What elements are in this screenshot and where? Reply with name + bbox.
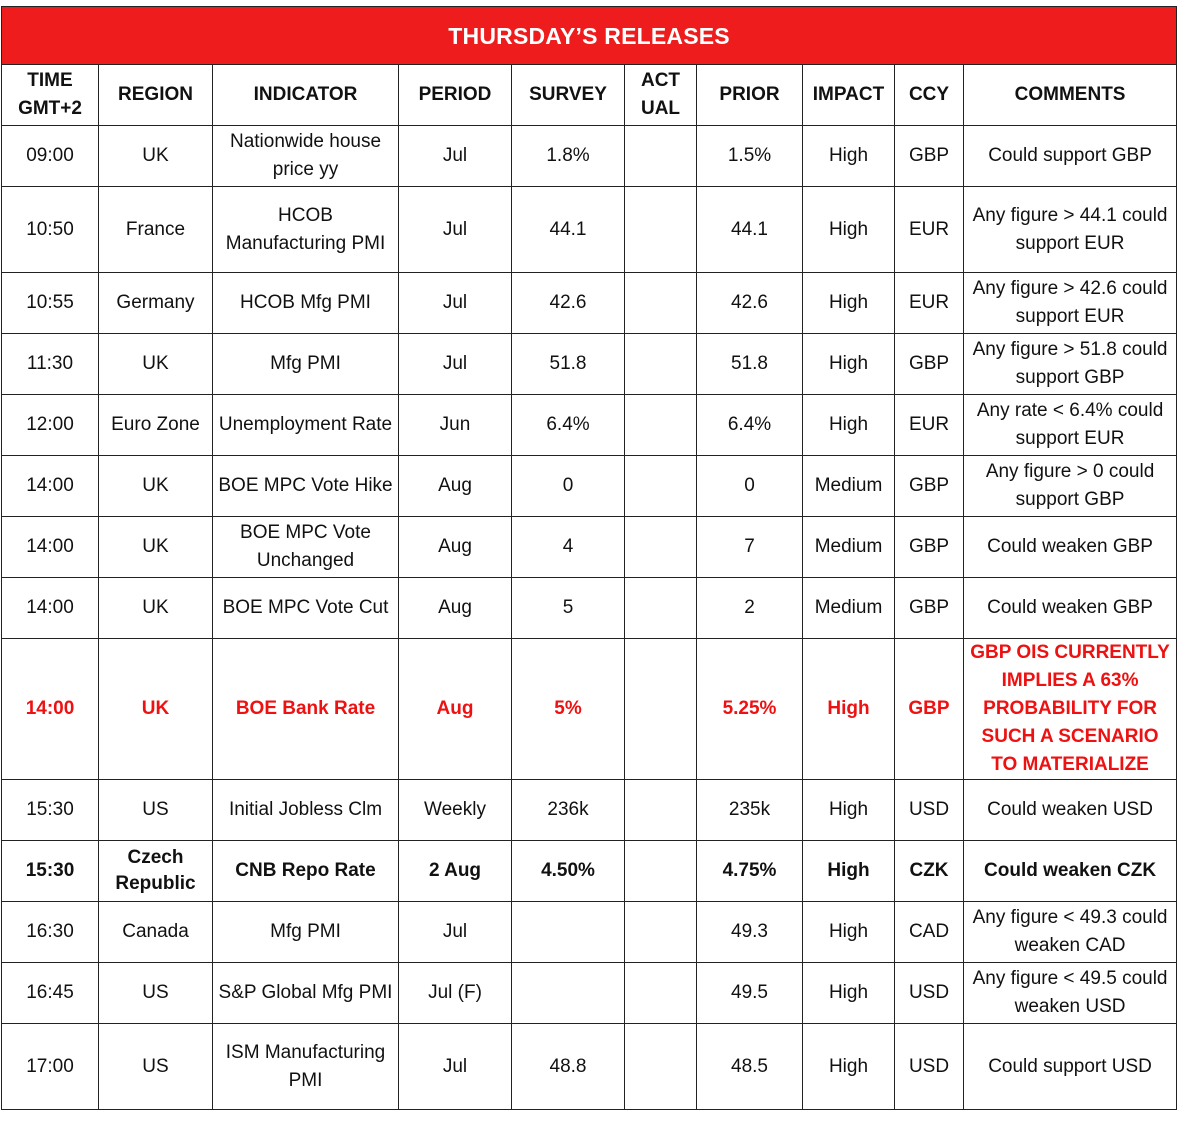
cell-period: Weekly [399,780,512,841]
cell-impact: High [803,963,895,1024]
cell-impact: High [803,639,895,780]
cell-indicator: BOE MPC Vote Cut [213,578,399,639]
table-row [2,126,1177,187]
table-row [2,517,1177,578]
cell-region: UK [99,126,213,187]
cell-region: US [99,963,213,1024]
cell-period: Jul [399,1024,512,1110]
cell-time: 10:55 [2,273,99,334]
table-row [2,578,1177,639]
table-row [2,902,1177,963]
cell-indicator: BOE Bank Rate [213,639,399,780]
cell-ccy: USD [895,780,964,841]
cell-region: Canada [99,902,213,963]
column-header-indicator: INDICATOR [213,65,399,126]
cell-impact: High [803,1024,895,1110]
cell-actual [625,517,697,578]
cell-indicator: HCOB Mfg PMI [213,273,399,334]
cell-ccy: GBP [895,578,964,639]
cell-ccy: GBP [895,456,964,517]
cell-impact: High [803,902,895,963]
cell-survey: 4.50% [512,841,625,902]
cell-prior: 44.1 [697,187,803,273]
table-row [2,841,1177,902]
cell-impact: High [803,334,895,395]
cell-actual [625,126,697,187]
cell-time: 16:30 [2,902,99,963]
cell-impact: High [803,841,895,902]
cell-period: Aug [399,639,512,780]
table-row [2,963,1177,1024]
cell-impact: High [803,187,895,273]
cell-comments: Could weaken GBP [964,517,1177,578]
cell-period: Jul (F) [399,963,512,1024]
cell-time: 11:30 [2,334,99,395]
cell-comments: Could weaken USD [964,780,1177,841]
column-header-actual: ACT UAL [625,65,697,126]
cell-ccy: GBP [895,517,964,578]
column-header-survey: SURVEY [512,65,625,126]
cell-actual [625,639,697,780]
cell-ccy: USD [895,963,964,1024]
table-row [2,780,1177,841]
cell-indicator: BOE MPC Vote Unchanged [213,517,399,578]
cell-impact: Medium [803,517,895,578]
cell-period: 2 Aug [399,841,512,902]
cell-prior: 4.75% [697,841,803,902]
cell-region: US [99,780,213,841]
cell-period: Aug [399,517,512,578]
cell-time: 14:00 [2,578,99,639]
cell-impact: High [803,273,895,334]
cell-ccy: EUR [895,273,964,334]
cell-ccy: GBP [895,126,964,187]
cell-survey [512,902,625,963]
cell-prior: 48.5 [697,1024,803,1110]
cell-prior: 5.25% [697,639,803,780]
cell-time: 17:00 [2,1024,99,1110]
cell-prior: 235k [697,780,803,841]
cell-time: 14:00 [2,517,99,578]
table-row [2,187,1177,273]
cell-survey: 0 [512,456,625,517]
cell-period: Aug [399,456,512,517]
cell-ccy: CZK [895,841,964,902]
cell-survey [512,963,625,1024]
cell-comments: GBP OIS CURRENTLY IMPLIES A 63% PROBABILITY FOR SUCH A SCENARIO TO MATERIALIZE [964,639,1177,780]
table-row [2,395,1177,456]
column-header-time: TIME GMT+2 [2,65,99,126]
cell-actual [625,187,697,273]
cell-time: 14:00 [2,456,99,517]
cell-comments: Any rate < 6.4% could support EUR [964,395,1177,456]
table-row [2,639,1177,780]
cell-actual [625,902,697,963]
releases-table-wrapper [1,6,1176,1110]
column-header-region: REGION [99,65,213,126]
cell-survey: 236k [512,780,625,841]
cell-prior: 1.5% [697,126,803,187]
cell-actual [625,841,697,902]
cell-actual [625,395,697,456]
cell-impact: Medium [803,578,895,639]
cell-period: Jul [399,334,512,395]
table-title: THURSDAY’S RELEASES [2,7,1177,65]
cell-prior: 6.4% [697,395,803,456]
cell-actual [625,334,697,395]
cell-indicator: BOE MPC Vote Hike [213,456,399,517]
cell-indicator: Mfg PMI [213,902,399,963]
cell-region: UK [99,639,213,780]
cell-prior: 7 [697,517,803,578]
cell-actual [625,1024,697,1110]
cell-survey: 5 [512,578,625,639]
cell-indicator: HCOB Manufacturing PMI [213,187,399,273]
cell-region: UK [99,578,213,639]
title-row [2,7,1177,65]
cell-period: Jul [399,273,512,334]
cell-actual [625,963,697,1024]
cell-survey: 4 [512,517,625,578]
cell-prior: 49.3 [697,902,803,963]
cell-comments: Could weaken CZK [964,841,1177,902]
cell-region: France [99,187,213,273]
table-row [2,1024,1177,1110]
cell-ccy: EUR [895,187,964,273]
cell-period: Jul [399,126,512,187]
cell-comments: Could weaken GBP [964,578,1177,639]
cell-indicator: Unemployment Rate [213,395,399,456]
cell-prior: 2 [697,578,803,639]
cell-region: Euro Zone [99,395,213,456]
column-header-prior: PRIOR [697,65,803,126]
cell-survey: 44.1 [512,187,625,273]
cell-region: UK [99,456,213,517]
cell-survey: 42.6 [512,273,625,334]
cell-actual [625,780,697,841]
cell-ccy: GBP [895,639,964,780]
cell-time: 14:00 [2,639,99,780]
cell-ccy: CAD [895,902,964,963]
column-header-comments: COMMENTS [964,65,1177,126]
cell-comments: Any figure > 51.8 could support GBP [964,334,1177,395]
cell-impact: Medium [803,456,895,517]
cell-impact: High [803,126,895,187]
cell-time: 12:00 [2,395,99,456]
cell-comments: Any figure > 0 could support GBP [964,456,1177,517]
cell-survey: 48.8 [512,1024,625,1110]
cell-period: Aug [399,578,512,639]
cell-period: Jul [399,187,512,273]
cell-time: 10:50 [2,187,99,273]
releases-table [1,6,1177,1110]
cell-prior: 0 [697,456,803,517]
cell-comments: Any figure < 49.5 could weaken USD [964,963,1177,1024]
column-header-ccy: CCY [895,65,964,126]
cell-indicator: Mfg PMI [213,334,399,395]
table-row [2,456,1177,517]
cell-prior: 49.5 [697,963,803,1024]
cell-survey: 6.4% [512,395,625,456]
cell-comments: Any figure < 49.3 could weaken CAD [964,902,1177,963]
cell-indicator: S&P Global Mfg PMI [213,963,399,1024]
cell-actual [625,456,697,517]
cell-survey: 51.8 [512,334,625,395]
column-header-period: PERIOD [399,65,512,126]
cell-region: UK [99,334,213,395]
cell-indicator: ISM Manufacturing PMI [213,1024,399,1110]
cell-comments: Could support USD [964,1024,1177,1110]
table-row [2,273,1177,334]
cell-ccy: GBP [895,334,964,395]
cell-indicator: Initial Jobless Clm [213,780,399,841]
cell-comments: Any figure > 42.6 could support EUR [964,273,1177,334]
cell-indicator: Nationwide house price yy [213,126,399,187]
header-row [2,65,1177,126]
table-body [2,126,1177,1110]
cell-period: Jul [399,902,512,963]
cell-ccy: EUR [895,395,964,456]
cell-region: Czech Republic [99,841,213,902]
cell-survey: 5% [512,639,625,780]
cell-comments: Any figure > 44.1 could support EUR [964,187,1177,273]
cell-actual [625,273,697,334]
cell-survey: 1.8% [512,126,625,187]
cell-prior: 51.8 [697,334,803,395]
cell-indicator: CNB Repo Rate [213,841,399,902]
cell-ccy: USD [895,1024,964,1110]
cell-region: Germany [99,273,213,334]
cell-time: 16:45 [2,963,99,1024]
table-row [2,334,1177,395]
cell-period: Jun [399,395,512,456]
cell-actual [625,578,697,639]
cell-comments: Could support GBP [964,126,1177,187]
cell-impact: High [803,395,895,456]
cell-time: 15:30 [2,780,99,841]
cell-prior: 42.6 [697,273,803,334]
cell-time: 09:00 [2,126,99,187]
cell-region: UK [99,517,213,578]
cell-region: US [99,1024,213,1110]
cell-time: 15:30 [2,841,99,902]
cell-impact: High [803,780,895,841]
column-header-impact: IMPACT [803,65,895,126]
